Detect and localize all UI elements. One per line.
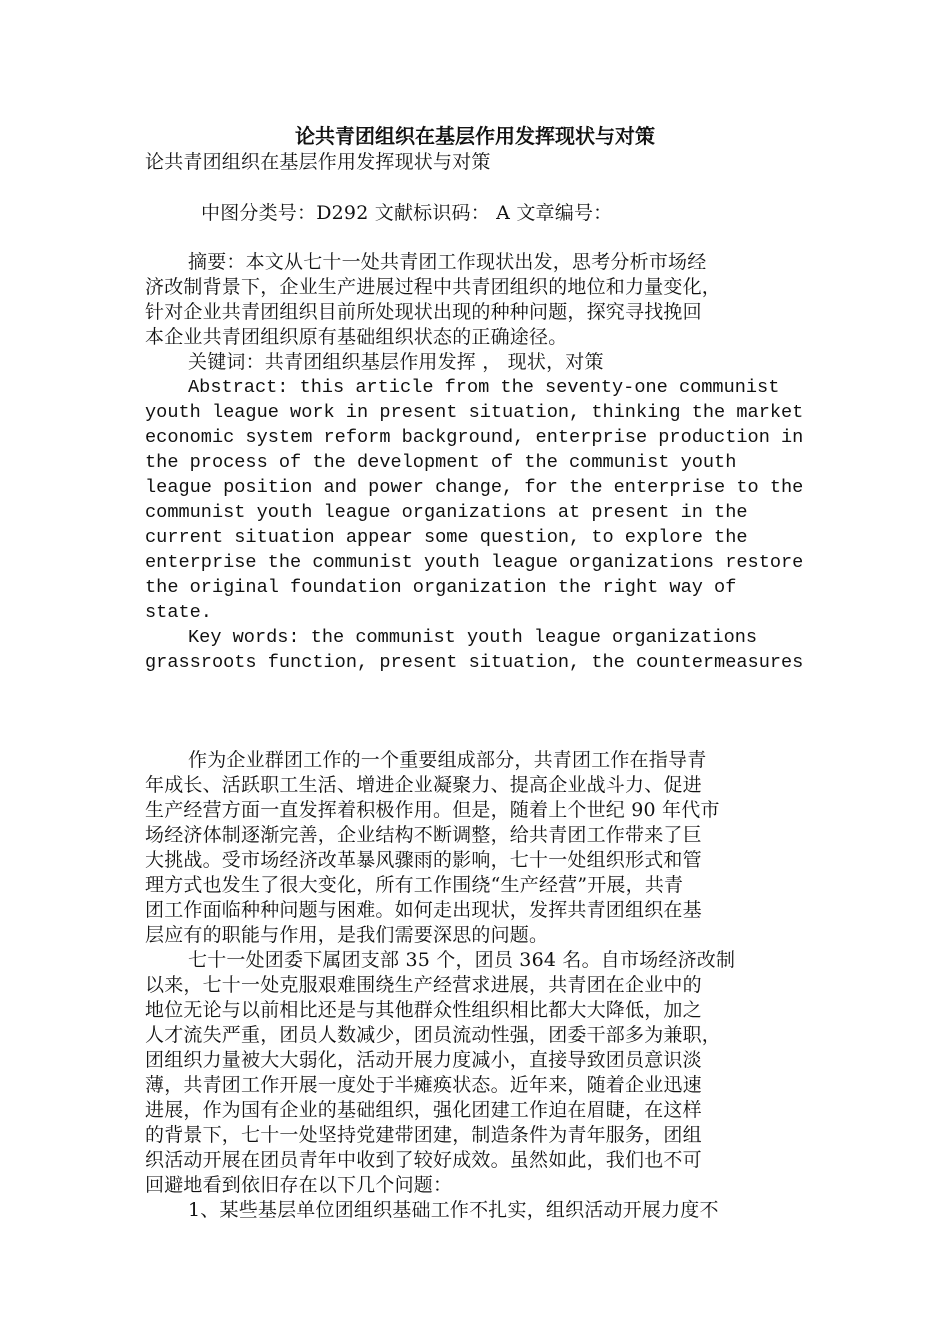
- abstract-en-line: league position and power change, for the enterprise to the: [145, 477, 804, 498]
- abstract-en-line: the process of the development of the communist youth: [145, 452, 737, 473]
- document-subtitle: 论共青团组织在基层作用发挥现状与对策: [145, 151, 491, 173]
- body-line: 团组织力量被大大弱化，活动开展力度减小，直接导致团员意识淡: [145, 1049, 702, 1071]
- body-line: 理方式也发生了很大变化，所有工作围绕“生产经营”开展，共青: [145, 874, 684, 896]
- abstract-en-line: current situation appear some question, to explore the: [145, 527, 748, 548]
- body-line: 地位无论与以前相比还是与其他群众性组织相比都大大降低，加之: [145, 999, 702, 1021]
- body-line: 回避地看到依旧存在以下几个问题：: [145, 1174, 453, 1196]
- abstract-en-line: economic system reform background, enterprise production in: [145, 427, 804, 448]
- abstract-en-line: communist youth league organizations at present in the: [145, 502, 748, 523]
- body-line: 进展，作为国有企业的基础组织，强化团建工作迫在眉睫，在这样: [145, 1099, 702, 1121]
- body-line: 以来，七十一处克服艰难围绕生产经营求进展，共青团在企业中的: [145, 974, 702, 996]
- abstract-en-line: the original foundation organization the right way of: [145, 577, 737, 598]
- body-line: 生产经营方面一直发挥着积极作用。但是，随着上个世纪 90 年代市: [145, 799, 720, 821]
- abstract-en-line: youth league work in present situation, thinking the market: [145, 402, 804, 423]
- body-line: 薄，共青团工作开展一度处于半瘫痪状态。近年来，随着企业迅速: [145, 1074, 702, 1096]
- body-line: 人才流失严重，团员人数减少，团员流动性强，团委干部多为兼职，: [145, 1024, 722, 1046]
- document-title: 论共青团组织在基层作用发挥现状与对策: [295, 124, 655, 148]
- abstract-en-line: Abstract: this article from the seventy-one communist: [188, 377, 780, 398]
- keywords-en-line: Key words: the communist youth league organizations: [188, 627, 758, 648]
- body-line: 年成长、活跃职工生活、增进企业凝聚力、提高企业战斗力、促进: [145, 774, 702, 796]
- abstract-cn-line: 摘要：本文从七十一处共青团工作现状出发，思考分析市场经: [188, 251, 707, 273]
- body-line: 作为企业群团工作的一个重要组成部分，共青团工作在指导青: [188, 749, 707, 771]
- abstract-en-line: state.: [145, 602, 212, 623]
- abstract-cn-line: 济改制背景下，企业生产进展过程中共青团组织的地位和力量变化，: [145, 276, 722, 298]
- body-paragraph-3: 1、某些基层单位团组织基础工作不扎实，组织活动开展力度不: [188, 1199, 719, 1221]
- body-line: 团工作面临种种问题与困难。如何走出现状，发挥共青团组织在基: [145, 899, 702, 921]
- classification-line: 中图分类号：D292 文献标识码： A 文章编号：: [201, 202, 613, 224]
- body-line: 层应有的职能与作用，是我们需要深思的问题。: [145, 924, 549, 946]
- body-line: 七十一处团委下属团支部 35 个，团员 364 名。自市场经济改制: [188, 949, 736, 971]
- abstract-en-line: enterprise the communist youth league organizations restore: [145, 552, 804, 573]
- body-line: 大挑战。受市场经济改革暴风骤雨的影响，七十一处组织形式和管: [145, 849, 702, 871]
- keywords-en-line: grassroots function, present situation, the countermeasures: [145, 652, 804, 673]
- body-line: 织活动开展在团员青年中收到了较好成效。虽然如此，我们也不可: [145, 1149, 702, 1171]
- keywords-cn: 关键词：共青团组织基层作用发挥 ， 现状，对策: [188, 351, 604, 373]
- abstract-cn-line: 针对企业共青团组织目前所处现状出现的种种问题，探究寻找挽回: [145, 301, 702, 323]
- abstract-cn-line: 本企业共青团组织原有基础组织状态的正确途径。: [145, 326, 568, 348]
- body-line: 场经济体制逐渐完善，企业结构不断调整，给共青团工作带来了巨: [145, 824, 702, 846]
- body-line: 的背景下，七十一处坚持党建带团建，制造条件为青年服务，团组: [145, 1124, 702, 1146]
